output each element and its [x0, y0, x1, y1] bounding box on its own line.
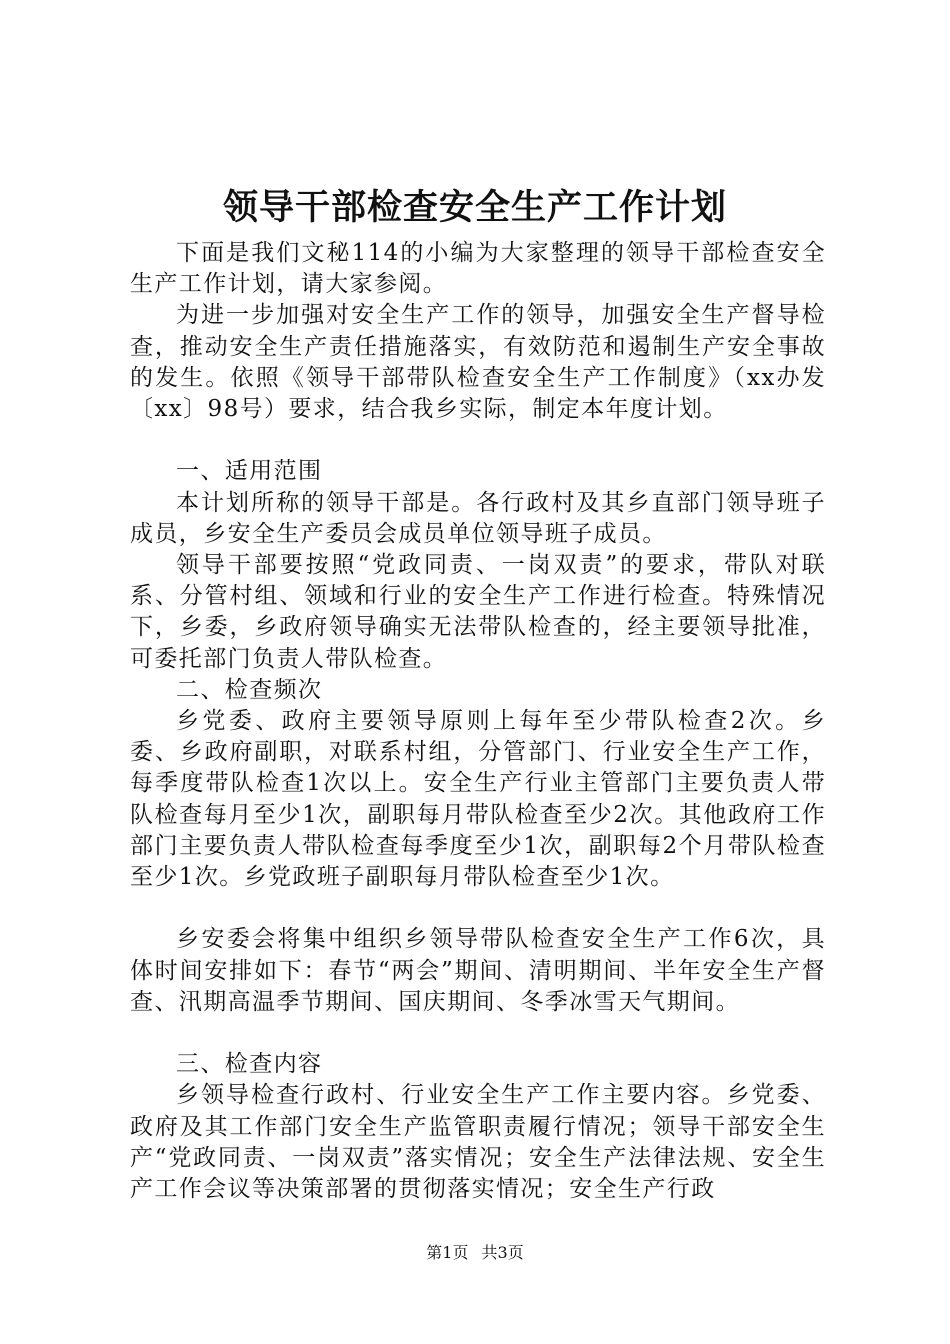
- paragraph-scope-definition: 本计划所称的领导干部是。各行政村及其乡直部门领导班子成员，乡安全生产委员会成员单位领导班子成员。: [130, 489, 826, 547]
- paragraph-intro: 下面是我们文秘114的小编为大家整理的领导干部检查安全生产工作计划，请大家参阅。: [130, 240, 826, 298]
- page-footer: [0, 1241, 950, 1265]
- paragraph-spacer: [130, 893, 826, 924]
- page-number: 第1页: [426, 1243, 469, 1262]
- section-heading-content: 三、检查内容: [176, 1051, 323, 1078]
- document-title: 领导干部检查安全生产工作计划: [222, 187, 727, 228]
- paragraph-spacer: [130, 425, 826, 456]
- paragraph-schedule: 乡安委会将集中组织乡领导带队检查安全生产工作6次，具体时间安排如下：春节“两会”期间、清明期间、半年安全生产督查、汛期高温季节期间、国庆期间、冬季冰雪天气期间。: [130, 926, 826, 1015]
- section-heading-scope: 一、适用范围: [176, 458, 323, 485]
- section-heading-frequency: 二、检查频次: [176, 676, 323, 703]
- paragraph-content: 乡领导检查行政村、行业安全生产工作主要内容。乡党委、政府及其工作部门安全生产监管职责履行情况；领导干部安全生产“党政同责、一岗双责”落实情况；安全生产法律法规、安全生产工作会议等决策部署的贯彻落实情况；安全生产行政: [130, 1082, 826, 1203]
- paragraph-spacer: [130, 1018, 826, 1049]
- page-total: 共3页: [481, 1243, 524, 1262]
- paragraph-scope-requirement: 领导干部要按照“党政同责、一岗双责”的要求，带队对联系、分管村组、领域和行业的安全生产工作进行检查。特殊情况下，乡委，乡政府领导确实无法带队检查的，经主要领导批准，可委托部门负责人带队检查。: [130, 552, 826, 672]
- document-body: [130, 238, 826, 1205]
- paragraph-purpose: 为进一步加强对安全生产工作的领导，加强安全生产督导检查，推动安全生产责任措施落实，有效防范和遏制生产安全事故的发生。依照《领导干部带队检查安全生产工作制度》（xx办发〔xx〕98号）要求，结合我乡实际，制定本年度计划。: [130, 302, 826, 423]
- paragraph-frequency: 乡党委、政府主要领导原则上每年至少带队检查2次。乡委、乡政府副职，对联系村组，分管部门、行业安全生产工作，每季度带队检查1次以上。安全生产行业主管部门主要负责人带队检查每月至少1次，副职每月带队检查至少2次。其他政府工作部门主要负责人带队检查每季度至少1次，副职每2个月带队检查至少1次。乡党政班子副职每月带队检查至少1次。: [130, 708, 826, 891]
